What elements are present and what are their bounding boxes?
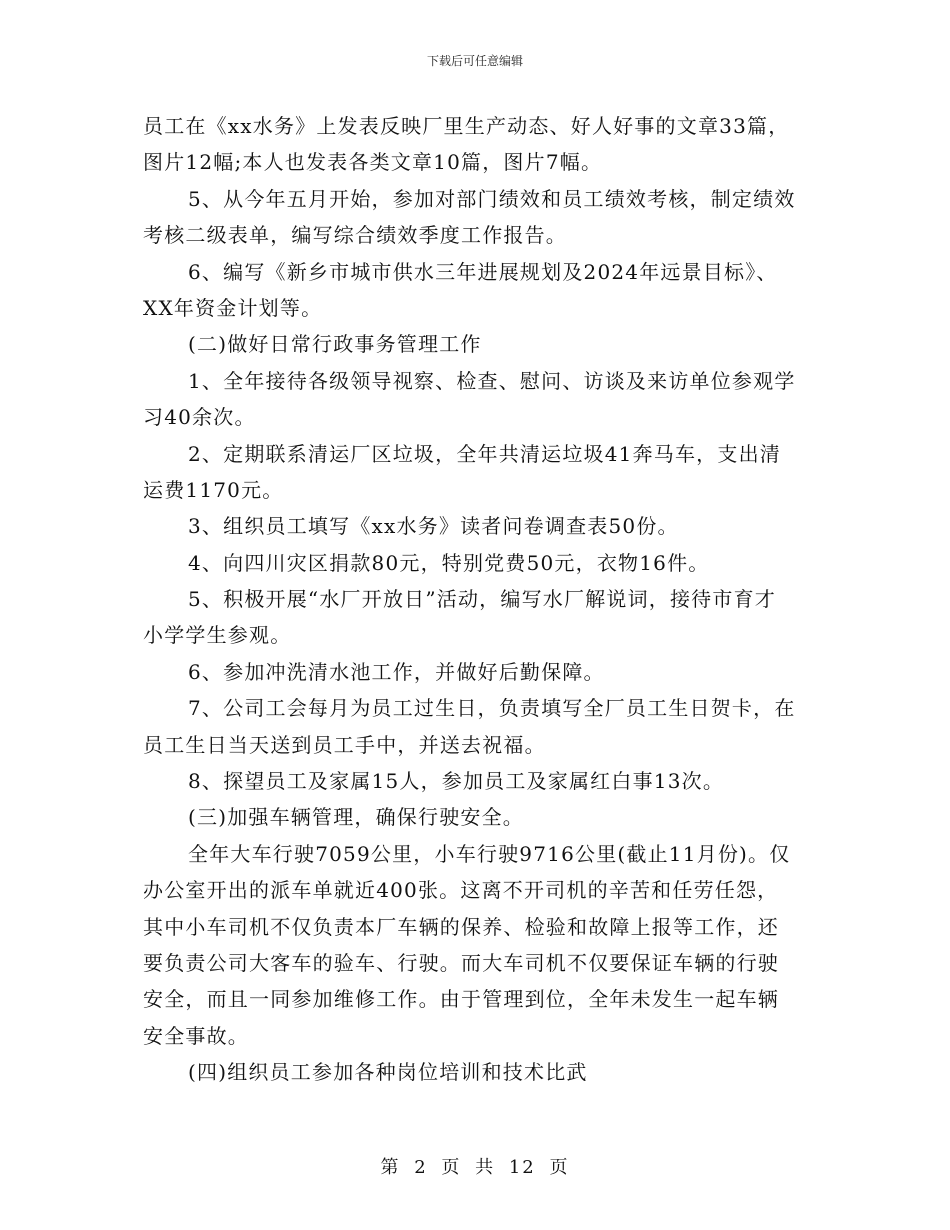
text-line: 安全事故。: [143, 1023, 249, 1048]
text-line: 要负责公司大客车的验车、行驶。而大车司机不仅要保证车辆的行驶: [143, 950, 779, 975]
text-line: 1、全年接待各级领导视察、检查、慰问、访谈及来访单位参观学: [188, 368, 796, 393]
text-line: 办公室开出的派车单就近400张。这离不开司机的辛苦和任劳任怨，: [143, 878, 779, 903]
page-footer: 第 2 页 共 12 页: [380, 1157, 570, 1178]
text-line: 5、积极开展“水厂开放日”活动，编写水厂解说词，接待市育才: [188, 587, 776, 612]
text-line: 考核二级表单，编写综合绩效季度工作报告。: [143, 223, 567, 248]
text-line: 8、探望员工及家属15人，参加员工及家属红白事13次。: [188, 769, 725, 794]
text-line: (四)组织员工参加各种岗位培训和技术比武: [188, 1060, 588, 1085]
document-body: [143, 108, 811, 1091]
text-line: 7、公司工会每月为员工过生日，负责填写全厂员工生日贺卡，在: [188, 696, 796, 721]
text-line: 员工生日当天送到员工手中，并送去祝福。: [143, 732, 546, 757]
text-line: 5、从今年五月开始，参加对部门绩效和员工绩效考核，制定绩效: [188, 186, 796, 211]
text-line: 3、组织员工填写《xx水务》读者问卷调查表50份。: [188, 514, 679, 539]
text-line: (三)加强车辆管理，确保行驶安全。: [188, 805, 525, 830]
text-line: 图片12幅;本人也发表各类文章10篇，图片7幅。: [143, 150, 603, 175]
text-line: (二)做好日常行政事务管理工作: [188, 332, 482, 357]
page-header: 下载后可任意编辑: [426, 54, 523, 68]
text-line: 4、向四川灾区捐款80元，特别党费50元，衣物16件。: [188, 550, 710, 575]
text-line: 6、编写《新乡市城市供水三年进展规划及2024年远景目标》、: [188, 259, 778, 284]
text-line: 小学学生参观。: [143, 623, 292, 648]
text-line: 全年大车行驶7059公里，小车行驶9716公里(截止11月份)。仅: [188, 841, 791, 866]
text-line: 员工在《xx水务》上发表反映厂里生产动态、好人好事的文章33篇，: [143, 114, 790, 138]
text-line: 运费1170元。: [143, 477, 284, 502]
text-line: 其中小车司机不仅负责本厂车辆的保养、检验和故障上报等工作，还: [143, 914, 779, 939]
text-line: 安全，而且一同参加维修工作。由于管理到位，全年未发生一起车辆: [143, 987, 779, 1012]
text-line: 6、参加冲洗清水池工作，并做好后勤保障。: [188, 659, 605, 684]
text-line: 2、定期联系清运厂区垃圾，全年共清运垃圾41奔马车，支出清: [188, 441, 781, 466]
text-line: XX年资金计划等。: [143, 295, 323, 320]
text-line: 习40余次。: [143, 405, 256, 430]
